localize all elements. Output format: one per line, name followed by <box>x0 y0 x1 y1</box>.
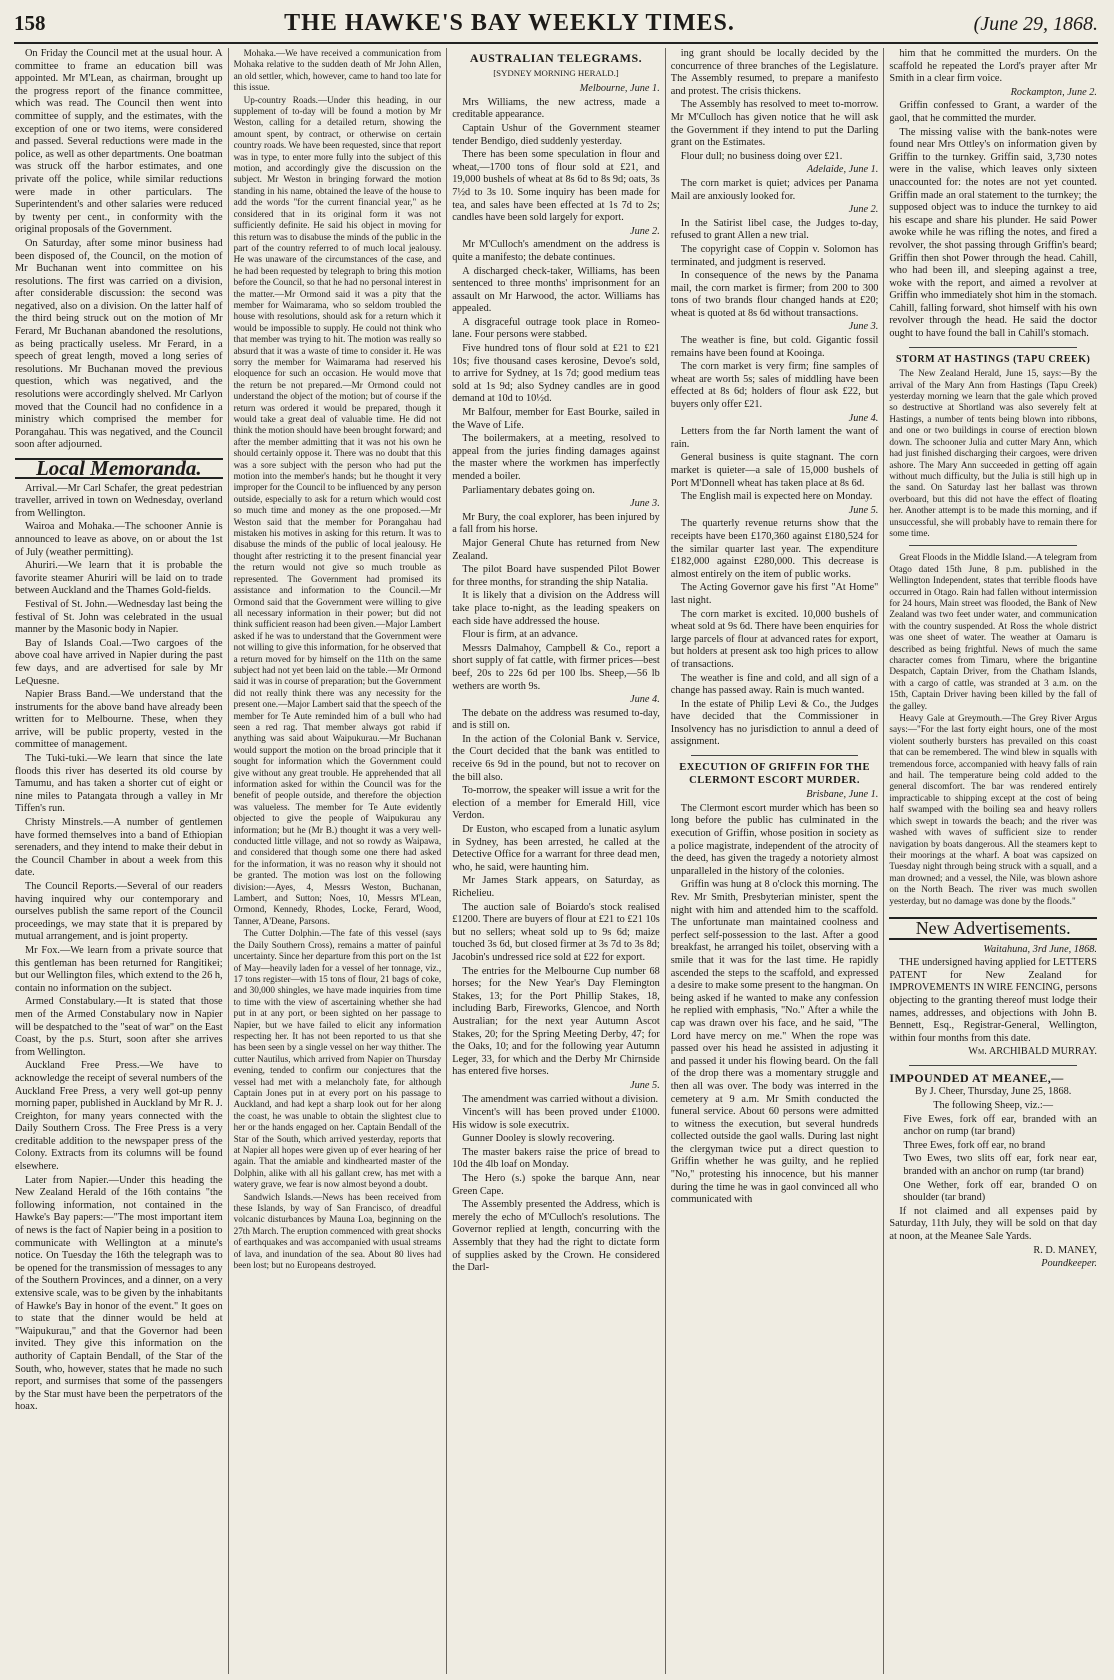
columns <box>10 48 1102 1674</box>
telegram-item: Mr Balfour, member for East Bourke, sailed in the Wave of Life. <box>452 407 660 431</box>
dateline: Melbourne, June 1. <box>579 83 660 95</box>
section-divider <box>909 545 1077 546</box>
telegram-item: To-morrow, the speaker will issue a writ for the election of a member for Emerald Hill, vice Verdon. <box>452 785 660 822</box>
telegram-item: It is likely that a division on the Address will take place to-night, as the leading speakers on each side have addressed the house. <box>452 590 660 627</box>
ad-signature: R. D. MANEY, <box>1033 1244 1097 1256</box>
memoranda-item: Mr Fox.—We learn from a private source that this gentleman has been returned for Rangitikei; but our Wellington files, which extend to the 26 h, contain no information on the subject. <box>15 944 223 994</box>
telegram-item: The amendment was carried without a division. <box>462 1093 659 1105</box>
impound-line: Three Ewes, fork off ear, no brand <box>903 1139 1046 1151</box>
news-item: Great Floods in the Middle Island.—A telegram from Otago dated 15th June, 8 p.m. published in the Wellington Independent, states that terrible floods have occurred in Otago. Rain had fallen without intermission for 24 hours, Main street was flooded, the Bank of New Zealand was two feet under water, and communication with the country suspended. At Ross the whole district was one sheet of water. The weather at Oamaru is described as being frightful. News of much the same character comes from Timaru, where the brigantine Despatch, Captain Driver, from the Chatham Islands, with a cargo of cattle, was stranded at 3 a.m. on the 15th, Captain Driver having been killed by the fall of the galley. <box>889 552 1097 711</box>
dateline: Rockampton, June 2. <box>1010 86 1097 98</box>
telegram-item: The pilot Board have suspended Pilot Bower for three months, for stranding the ship Natalia. <box>452 564 660 588</box>
telegram-item: In the estate of Philip Levi & Co., the Judges have decided that the Commissioner in Insolvency has no jurisdiction to annul a deed of assignment. <box>670 698 879 748</box>
dateline: June 4. <box>848 412 879 424</box>
telegram-item: In the action of the Colonial Bank v. Service, the Court decided that the bank was entitled to receive 6s 9d in the pound, but not to recover on the bill also. <box>452 733 660 783</box>
telegram-item: The boilermakers, at a meeting, resolved to appeal from the juries finding damages against the master where the workmen has imperfectly mended a boiler. <box>452 433 660 482</box>
column-4 <box>666 48 885 1674</box>
telegram-item: The Hero (s.) spoke the barque Ann, near Green Cape. <box>452 1173 660 1197</box>
telegram-item: There has been some speculation in flour and wheat,—1700 tons of flour sold at £21, and 19,000 bushels of wheat at 8s 6d to 8s 9d; oats, 3s 7½d to 3s 10. Some inquiry has been made for tea, and sales have been effected at 1s 7d to 2s; candles have been sold largely for export. <box>452 149 660 224</box>
ad-signature-role: Poundkeeper. <box>1041 1258 1097 1270</box>
memoranda-item: Auckland Free Press.—We have to acknowledge the receipt of several numbers of the Auckland Free Press, a very well got-up penny morning paper, published in Auckland by Mr R. J. Creighton, for many years connected with the Daily Southern Cross. The Free Press is a very creditable addition to the newspaper press of the Colony. Extracts from its columns will be found elsewhere. <box>15 1060 223 1173</box>
storm-paragraph: The New Zealand Herald, June 15, says:—By the arrival of the Mary Ann from Hastings (Tapu Creek) yesterday morning we learn that the gale which proved so destructive at Shortland was also severely felt at Hastings, a number of tents being blown into ribbons, and one or two buildings in course of erection blown down. The schooner Julia and cutter Mary Ann, which had just finished discharging their cargoes, were driven ashore. The Mary Ann succeeded in getting off again without much difficulty, but the Julia is still high up in the sand. On Saturday last her ballast was thrown overboard, but this did not have the effect of floating her. Another attempt is to be made this morning, and if unsuccessful, she will probably have to remain there for some time. <box>889 368 1097 538</box>
impounded-heading: IMPOUNDED AT MEANEE,— <box>889 1070 1064 1085</box>
news-item: Mohaka.—We have received a communication from Mohaka relative to the sudden death of Mr John Allen, an old settler, which, however, came to hand too late for this issue. <box>233 48 442 93</box>
telegram-item: The auction sale of Boiardo's stock realised £1200. There are buyers of flour at £21 to £21 10s but no sellers; wheat sold up to 9s 6d; maize touched 3s 6d, but closed firmer at 3s 7d to 3s 8d; Jacobin's undressed rice sold at £22 for export. <box>452 901 660 963</box>
dateline: June 2. <box>848 204 879 216</box>
memoranda-item: Wairoa and Mohaka.—The schooner Annie is announced to leave as above, on or about the 1st of July (weather permitting). <box>15 521 223 558</box>
telegram-item: Gunner Dooley is slowly recovering. <box>462 1133 615 1145</box>
telegram-item: Major General Chute has returned from New Zealand. <box>452 537 660 562</box>
column-2 <box>229 48 448 1674</box>
ad-divider <box>909 1065 1077 1066</box>
telegram-item: Mrs Williams, the new actress, made a creditable appearance. <box>452 96 660 121</box>
memoranda-item: The Tuki-tuki.—We learn that since the late floods this river has deserted its old course by Tamumu, and has taken a shorter cut of eight or nine miles to Patangata through a valley in Mr Tiffen's run. <box>15 753 223 815</box>
telegram-item: Dr Euston, who escaped from a lunatic asylum in Sydney, has been arrested, he called at the Detective Office for a warrant for three dead men, who, he said, were haunting him. <box>452 824 660 873</box>
dateline: Adelaide, June 1. <box>806 164 879 176</box>
council-paragraph: On Friday the Council met at the usual hour. A committee to frame an education bill was appointed. Mr M'Lean, as chairman, brought up the progress report of the finance committee, which was read. The Council then went into committee of supply, and the estimates, with the exception of one or two items, were considered and passed. Several reductions were made in the police, as well as other departments. One boatman was struck off the harbor estimates, and one private off the police, while similar reductions were made in other particulars. The Superintendent's and other salaries were reduced by twenty per cent., in conformity with the original proposals of the Government. <box>15 48 223 236</box>
news-item: The Cutter Dolphin.—The fate of this vessel (says the Daily Southern Cross), remains a matter of painful uncertainty. Since her departure from this port on the 1st of May—heavily laden for a vessel of her tonnage, viz., 17 tons register—with 15 tons of flour, 21 bags of coke, and 30,000 shingles, we have made inquiries from time to time with the view of ascertaining whether she had put in at any port, or been sighted on her passage to Napier, but we have failed to elicit any information respecting her. It has not been reported to us that she has been seen by a single vessel on her way thither. The cutter Nautilus, which arrived from Napier on Thursday evening, tended to confirm our conjectures that the vessel had met with a melancholy fate, for although Captain Jones put in at every port on his passage to Auckland, and had kept a sharp look out for her along the coast, he was unable to obtain the slightest clue to her or the hands engaged on her. Captain Bendall of the Star of the South, which arrived yesterday, reports that at Napier all hopes were given up of ever hearing of her again. That the amiable and kindhearted master of the Dolphin, alike with all his gallant crew, has met with a watery grave, we fear is now almost beyond a doubt. <box>233 928 442 1190</box>
dateline: June 2. <box>630 225 660 237</box>
patent-ad-body: THE undersigned having applied for LETTERS PATENT for New Zealand for IMPROVEMENTS IN WIRE FENCING, persons objecting to the granting thereof must lodge their names, addresses, and objections with John B. Bennett, Esq., Registrar-General, Wellington, within four months from this date. <box>889 957 1097 1044</box>
telegram-item: The English mail is expected here on Monday. <box>680 491 873 503</box>
telegram-item: Mr M'Culloch's amendment on the address is quite a manifesto; the debate continues. <box>452 239 660 263</box>
memoranda-item: Bay of Islands Coal.—Two cargoes of the above coal have arrived in Napier during the past few days, and are advertised for sale by Mr LeQuesne. <box>15 637 223 687</box>
impound-line: By J. Cheer, Thursday, June 25, 1868. <box>915 1086 1072 1098</box>
execution-paragraph: him that he committed the murders. On the scaffold he repeated the Lord's prayer after Mr Smith in a clear firm voice. <box>889 48 1097 85</box>
dateline: June 3. <box>848 321 879 333</box>
telegram-item: In consequence of the news by the Panama mail, the corn market is firmer; from 200 to 300 tons of two brands flour changed hands at £20; wheat is quoted at 8s 6d without transactions. <box>670 270 879 319</box>
telegram-item: Flour dull; no business doing over £21. <box>680 150 843 162</box>
telegram-item: General business is quite stagnant. The corn market is quieter—a sale of 15,000 bushels of Port M'Donnell wheat has taken place at 8s 6d. <box>670 452 879 489</box>
telegram-item: The quarterly revenue returns show that the receipts have been £170,360 against £180,524 for the similar quarter last year. The expenditure £182,000 against £280,000. This decrease is almost entirely on the item of public works. <box>670 518 879 580</box>
telegram-item: Vincent's will has been proved under £1000. His widow is sole executrix. <box>452 1107 660 1131</box>
impound-line: One Wether, fork off ear, branded O on shoulder (tar brand) <box>903 1179 1097 1204</box>
column-3 <box>447 48 666 1674</box>
execution-paragraph: Griffin was hung at 8 o'clock this morning. The Rev. Mr Smith, Presbyterian minister, spent the night with him and attended him to the scaffold. The unfortunate man maintained coolness and perfect self-possession to the last. After a good breakfast, he arranged his toilet, observing with a smile that it was for the last time. He rapidly ascended the steps to the scaffold, and expressed a desire to make some present to the hangman. On being asked if he wanted to make any confession he replied with emphasis, "No." After a while the cap was drawn over his face, and he said, "The Lord have mercy on me." When the rope was passed over his head he assisted in adjusting it and passed it under his flowing beard. On the fall of the drop there was a momentary struggle and then all was over. The body was interred in the cemetery at 9 a.m. Mr Smith conducted the funeral service. About 60 persons were admitted to witness the execution, but several hundreds collected outside the gaol walls. During last night the clergyman twice put a direct question to Griffin whether he was guilty, and he replied "No," protesting his innocence, but his manner during the time he was in gaol convinced all who communicated with <box>670 879 879 1206</box>
telegram-item: The weather is fine and cold, and all sign of a change has passed away. Rain is much wanted. <box>670 672 879 697</box>
execution-paragraph: The Clermont escort murder which has been so long before the public has culminated in the execution of Griffin, whose position in society as a police magistrate, independent of the atrocity of the deed, has given the tragedy a notoriety almost unparalleled in the history of the colonies. <box>670 802 879 877</box>
column-1 <box>10 48 229 1674</box>
news-item: Heavy Gale at Greymouth.—The Grey River Argus says:—"For the last forty eight hours, one of the most violent southerly bursters has prevailed on this coast that can be remembered. The wind blew in squalls with tremendous force, accompanied with heavy falls of rain and hail. The temperature being cold added to the general discomfort. The bar was rendered entirely impracticable to shipping except at the cost of being half swamped with the boiling sea and heavy rollers which swept in towards the beach; and the river was washed with waves of sufficient size to render navigation by boats dangerous. All the steamers kept to their moorings at the wharf. A boat was capsized on Tuesday night through being struck with a squall, and a man drowned; and a vessel, the Nile, was blown ashore on the North Beach. The river was much swollen yesterday, but no damage was done by the floods." <box>889 713 1097 906</box>
telegram-item: The corn market is excited. 10,000 bushels of wheat sold at 9s 6d. There have been enquiries for large parcels of flour at advanced rates for export, but holders at present ask too high prices to allow of transactions. <box>670 608 879 670</box>
masthead <box>14 10 1098 44</box>
telegram-item: The Assembly presented the Address, which is merely the echo of M'Culloch's resolutions. The Governor replied at length, concurring with the Assembly that they had the right to dictate form of supplies asked by the Crown. He considered the Darl- <box>452 1199 660 1274</box>
execution-paragraph: The missing valise with the bank-notes were found near Mrs Ottley's on information given by Griffin to the turnkey. Griffin said, 3,730 notes were in the valise, which leaves only sixteen unaccounted for: the notes are not yet counted. Griffin made an oral statement to the turnkey; the supposed object was to induce the turnkey to aid his escape and share his plunder. He said Power awoke while he was rifling the notes, and fired a revolver, the shot passing through Griffin's beard; Griffin then shot Power through the head. Cahill, who had been ill, and sleeping against a tree, woke with the report, and aimed a revolver at Griffin who immediately shot him in the stomach. Cahill, falling forward, shot himself with his own revolver through the head. He said the doctor ought to have found the ball in Cahill's stomach. <box>889 126 1097 340</box>
impound-line: The following Sheep, viz.:— <box>933 1100 1054 1112</box>
page-number: 158 <box>14 11 46 35</box>
memoranda-item: Festival of St. John.—Wednesday last being the festival of St. John was celebrated in the usual manner by the Masonic body in Napier. <box>15 598 223 636</box>
dateline: June 5. <box>630 1079 660 1091</box>
section-divider <box>909 347 1077 348</box>
dateline: June 4. <box>630 694 660 706</box>
dateline: June 5. <box>848 504 879 516</box>
local-memoranda-heading: Local Memoranda. <box>15 458 223 479</box>
memoranda-item: The Council Reports.—Several of our readers having inquired why our contemporary and ourselves publish the same report of the Council proceedings, we may state that it is prepared by mutual arrangement, and is joint property. <box>15 881 223 943</box>
issue-date: (June 29, 1868. <box>973 13 1098 35</box>
telegram-item: Mr James Stark appears, on Saturday, as Richelieu. <box>452 875 660 899</box>
memoranda-item: Napier Brass Band.—We understand that the instruments for the above band have already been written for to Melbourne. These, when they arrive, will be public property, vested in the committee of management. <box>15 689 223 751</box>
telegram-item: Captain Ushur of the Government steamer tender Bendigo, died suddenly yesterday. <box>452 122 660 147</box>
memoranda-item: Arrival.—Mr Carl Schafer, the great pedestrian traveller, arrived in town on Wednesday, overland from Wellington. <box>15 482 223 519</box>
telegram-source: [SYDNEY MORNING HERALD.] <box>493 67 619 78</box>
news-item: Sandwich Islands.—News has been received from these Islands, by way of San Francisco, of dreadful volcanic disturbances by Mauna Loa, beginning on the 27th March. The eruption commenced with great shocks of earthquakes and was accompanied with usual streams of lava, and inundation of the sea. About 80 lives had been lost; but no Europeans destroyed. <box>233 1191 442 1271</box>
memoranda-item: Later from Napier.—Under this heading the New Zealand Herald of the 16th contains "the following information, not contained in the Hawke's Bay papers:—"The most important item of news is the fact of Napier being in a position to communicate with Wellington at a minute's notice. On Tuesday the 16th the telegraph was to be opened for the transmission of messages to any of the Southern Provinces, and a dinner, on a very extensive scale, was to be given by the inhabitants of Hawke's Bay in honor of the event." It goes on to state that the dinner would be held at "Waipukurau," and that the Governor had been invited. They give this information on the authority of Captain Bendall, of the Star of the South, who, however, states that he made no such report, and surmises that some of the passengers by the Star must have been the perpetrators of the hoax. <box>15 1174 223 1413</box>
telegram-item: The copyright case of Coppin v. Solomon has terminated, and judgment is reserved. <box>670 243 879 268</box>
council-paragraph: On Saturday, after some minor business had been disposed of, the Council, on the motion of Mr Buchanan went into committee on his resolutions. The first was carried on a division, after considerable discussion: the second was negatived, also on a division. On the latter half of the third being struck out on the motion of Mr Ferard, Mr Buchanan abandoned the resolutions, as being practically useless. Mr Ferard, in a speech of great length, moved a long series of resolutions. Mr Buchanan moved the previous question, which was negatived, and the resolutions were accordingly shelved. Mr Carlyon moved that the Council had no confidence in a ministry which comprised the member for Porangahau. This was negatived, and the Council soon after adjourned. <box>15 237 223 451</box>
australian-telegrams-heading: AUSTRALIAN TELEGRAMS. <box>469 51 643 65</box>
telegram-item: Messrs Dalmahoy, Campbell & Co., report a short supply of fat cattle, with firmer prices—best beef, 20s to 22s 6d per 100 lbs. Sheep,—56 lb wethers are worth 9s. <box>452 642 660 692</box>
new-advertisements-heading: New Advertisements. <box>889 917 1097 940</box>
memoranda-item: Christy Minstrels.—A number of gentlemen have formed themselves into a band of Ethiopian serenaders, and they intend to make their debut in the Council Chamber in about a week from this date. <box>15 817 223 879</box>
impound-line: If not claimed and all expenses paid by Saturday, 11th July, they will be sold on that day at noon, at the Meanee Sale Yards. <box>889 1205 1097 1242</box>
newspaper-title: THE HAWKE'S BAY WEEKLY TIMES. <box>284 10 735 36</box>
telegram-item: The weather is fine, but cold. Gigantic fossil remains have been found at Kooinga. <box>670 335 879 359</box>
section-divider <box>691 755 859 756</box>
telegram-item: Letters from the far North lament the want of rain. <box>670 426 879 450</box>
column-5 <box>884 48 1102 1674</box>
execution-heading: EXECUTION OF GRIFFIN FOR THE CLERMONT ESCORT MURDER. <box>679 762 870 786</box>
telegram-item: The debate on the address was resumed to-day, and is still on. <box>452 707 660 732</box>
telegram-item: ing grant should be locally decided by the concurrence of three branches of the Legislature. The Assembly resumed, to prepare a manifesto and protest. The crisis thickens. <box>670 48 879 97</box>
telegram-item: A disgraceful outrage took place in Romeo-lane. Four persons were stabbed. <box>452 316 660 341</box>
dateline: Brisbane, June 1. <box>806 789 879 801</box>
telegram-item: The entries for the Melbourne Cup number 68 horses; for the New Year's Day Flemington Stakes, 13; for the Port Phillip Stakes, 18, including Barb, Fireworks, Glencoe, and North Australian; for the next year Autumn Ascot Stakes, 20; for the Spring Meeting Derby, 47; for the Oaks, 10; and for the following year Autumn Leger, 33, for which and the Derby Mr Chirnside has entered five horses. <box>452 965 660 1078</box>
telegram-item: The Assembly has resolved to meet to-morrow. Mr M'Culloch has given notice that he will ask the Government if they intend to put the Darling grant on the Estimates. <box>670 99 879 149</box>
execution-paragraph: Griffin confessed to Grant, a warder of the gaol, that he committed the murder. <box>889 100 1097 124</box>
memoranda-item: Armed Constabulary.—It is stated that those men of the Armed Constabulary now in Napier will be despatched to the "seat of war" on the East Coast, by the p.s. Sturt, soon after she arrives from Wellington. <box>15 996 223 1058</box>
telegram-item: Five hundred tons of flour sold at £21 to £21 10s; five thousand cases kerosine, Devoe's sold, to arrive for Sydney, at 1s 7d; good medium teas sold at 1s 9d; also Sydney candles are in good demand at 10d to 10½d. <box>452 343 660 405</box>
ad-signature: Wm. ARCHIBALD MURRAY. <box>968 1046 1097 1058</box>
telegram-item: In the Satirist libel case, the Judges to-day, refused to grant Allen a new trial. <box>670 217 879 242</box>
telegram-item: The master bakers raise the price of bread to 10d the 4lb loaf on Monday. <box>452 1146 660 1171</box>
telegram-item: The corn market is quiet; advices per Panama Mail are anxiously looked for. <box>670 177 879 202</box>
telegram-item: Parliamentary debates going on. <box>462 484 595 496</box>
telegram-item: A discharged check-taker, Williams, has been sentenced to three months' imprisonment for an assault on Mr Harwood, the actor. Williams has appealed. <box>452 265 660 315</box>
ad-dateline: Waitahuna, 3rd June, 1868. <box>983 943 1097 955</box>
memoranda-item: Ahuriri.—We learn that it is probable the favorite steamer Ahuriri will be laid on to trade between Auckland and the Thames Gold-fields. <box>15 560 223 597</box>
telegram-item: Flour is firm, at an advance. <box>462 629 578 641</box>
news-item: Up-country Roads.—Under this heading, in our supplement of to-day will be found a motion by Mr Weston, calling for a detailed return, showing the amount spent, by contract, or otherwise on certain country roads. We have been requested, since that report was in type, to enter more fully into the subject of this motion, and accordingly give the discussion on the subject. Mr Weston in bringing forward the motion standing in his name, obtained the leave of the house to add the words "for the current financial year," as he considered that in its original form it was not sufficiently definite. He said his object in moving for this return was to disabuse the minds of the public in the part of the country referred to of much local jealousy. He was unaware of the circumstances of the case, and he had been requested by telegraph to bring this motion before the Council, so that he had no personal interest in the matter.—Mr Ormond said it was a pity that the member for Waimarama, who so seldom troubled the house with resolutions, should ask for a return which it would be impossible to supply. He could not think who that member was trying to hit. The motion was really so absurd that it was a waste of time to consider it. He was sorry the member for Waimarama had reserved his eloquence for such an occasion. He would move that the return be not prepared.—Mr Ormond could not understand the object of the motion; but of course if the return was ordered it would be prepared, though it would take a great deal of valuable time. He did not think the motion should have been brought forward; and after the member admitting that it was not his own he should certainly oppose it. There was no doubt that this was a sore subject with the person who had put the motion into the member's hands; but he thought it very improper for the Council to be influenced by any person outside, especially to ask for a return which would cost so much time and money as the one proposed.—Mr Weston said that the member for Porangahau had mistaken his motives in asking for this return. It was to disabuse the minds of the public of local jealousy. He thought after restricting it to the present financial year the return would not give so much trouble as represented. The Government had promised its assistance and information to the Council.—Mr Ormond said that the Government were willing to give all necessary information in their power; but did not think sufficient reason had been given.—Major Lambert asked if he was to understand that the Government were not willing to give this information, for he observed that a return moved for by himself on the 11th on the same subject had not yet been laid on the table.—Mr Ormond said it was in course of preparation; but the Government did not really think there was any necessity for the present one.—Major Lambert said that the speech of the member for Te Aute reminded him of a bull who had seen a red rag. That member always got rabid if anything was said about Waipukurau.—Mr Buchanan would support the motion on the broad principle that it sought for information which the Government could give without any great trouble. He apprehended that all information asked for within the Council was for the benefit of people outside, and therefore the objection was valueless. The member for Te Aute evidently objected to give the people of Waipukurau any information; but he (Mr B.) thought it was a very well-conducted little village, and not so rowdy as Waipawa, and considered that though some one there had asked for the information, it was no reason why it should not be granted. The motion was lost on the following division:—Ayes, 4, Messrs Weston, Buchanan, Lambert, and Sutton; Noes, 10, Messrs M'Lean, Ormond, Kennedy, Rhodes, Locke, Ferard, Wood, Tanner, A'Deane, Parsons. <box>233 94 442 926</box>
telegram-item: Mr Bury, the coal explorer, has been injured by a fall from his horse. <box>452 511 660 536</box>
impound-line: Two Ewes, two slits off ear, fork near ear, branded with an anchor on rump (tar brand) <box>903 1153 1097 1178</box>
storm-heading: STORM AT HASTINGS (TAPU CREEK) <box>896 353 1091 365</box>
telegram-item: The corn market is very firm; fine samples of wheat are worth 5s; sales of middling have been effected at 8s 6d; holders of flour ask £22, but buyers only offer £21. <box>670 361 879 411</box>
telegram-item: The Acting Governor gave his first "At Home" last night. <box>670 582 879 606</box>
dateline: June 3. <box>630 498 660 510</box>
impound-line: Five Ewes, fork off ear, branded with an anchor on rump (tar brand) <box>903 1113 1097 1138</box>
